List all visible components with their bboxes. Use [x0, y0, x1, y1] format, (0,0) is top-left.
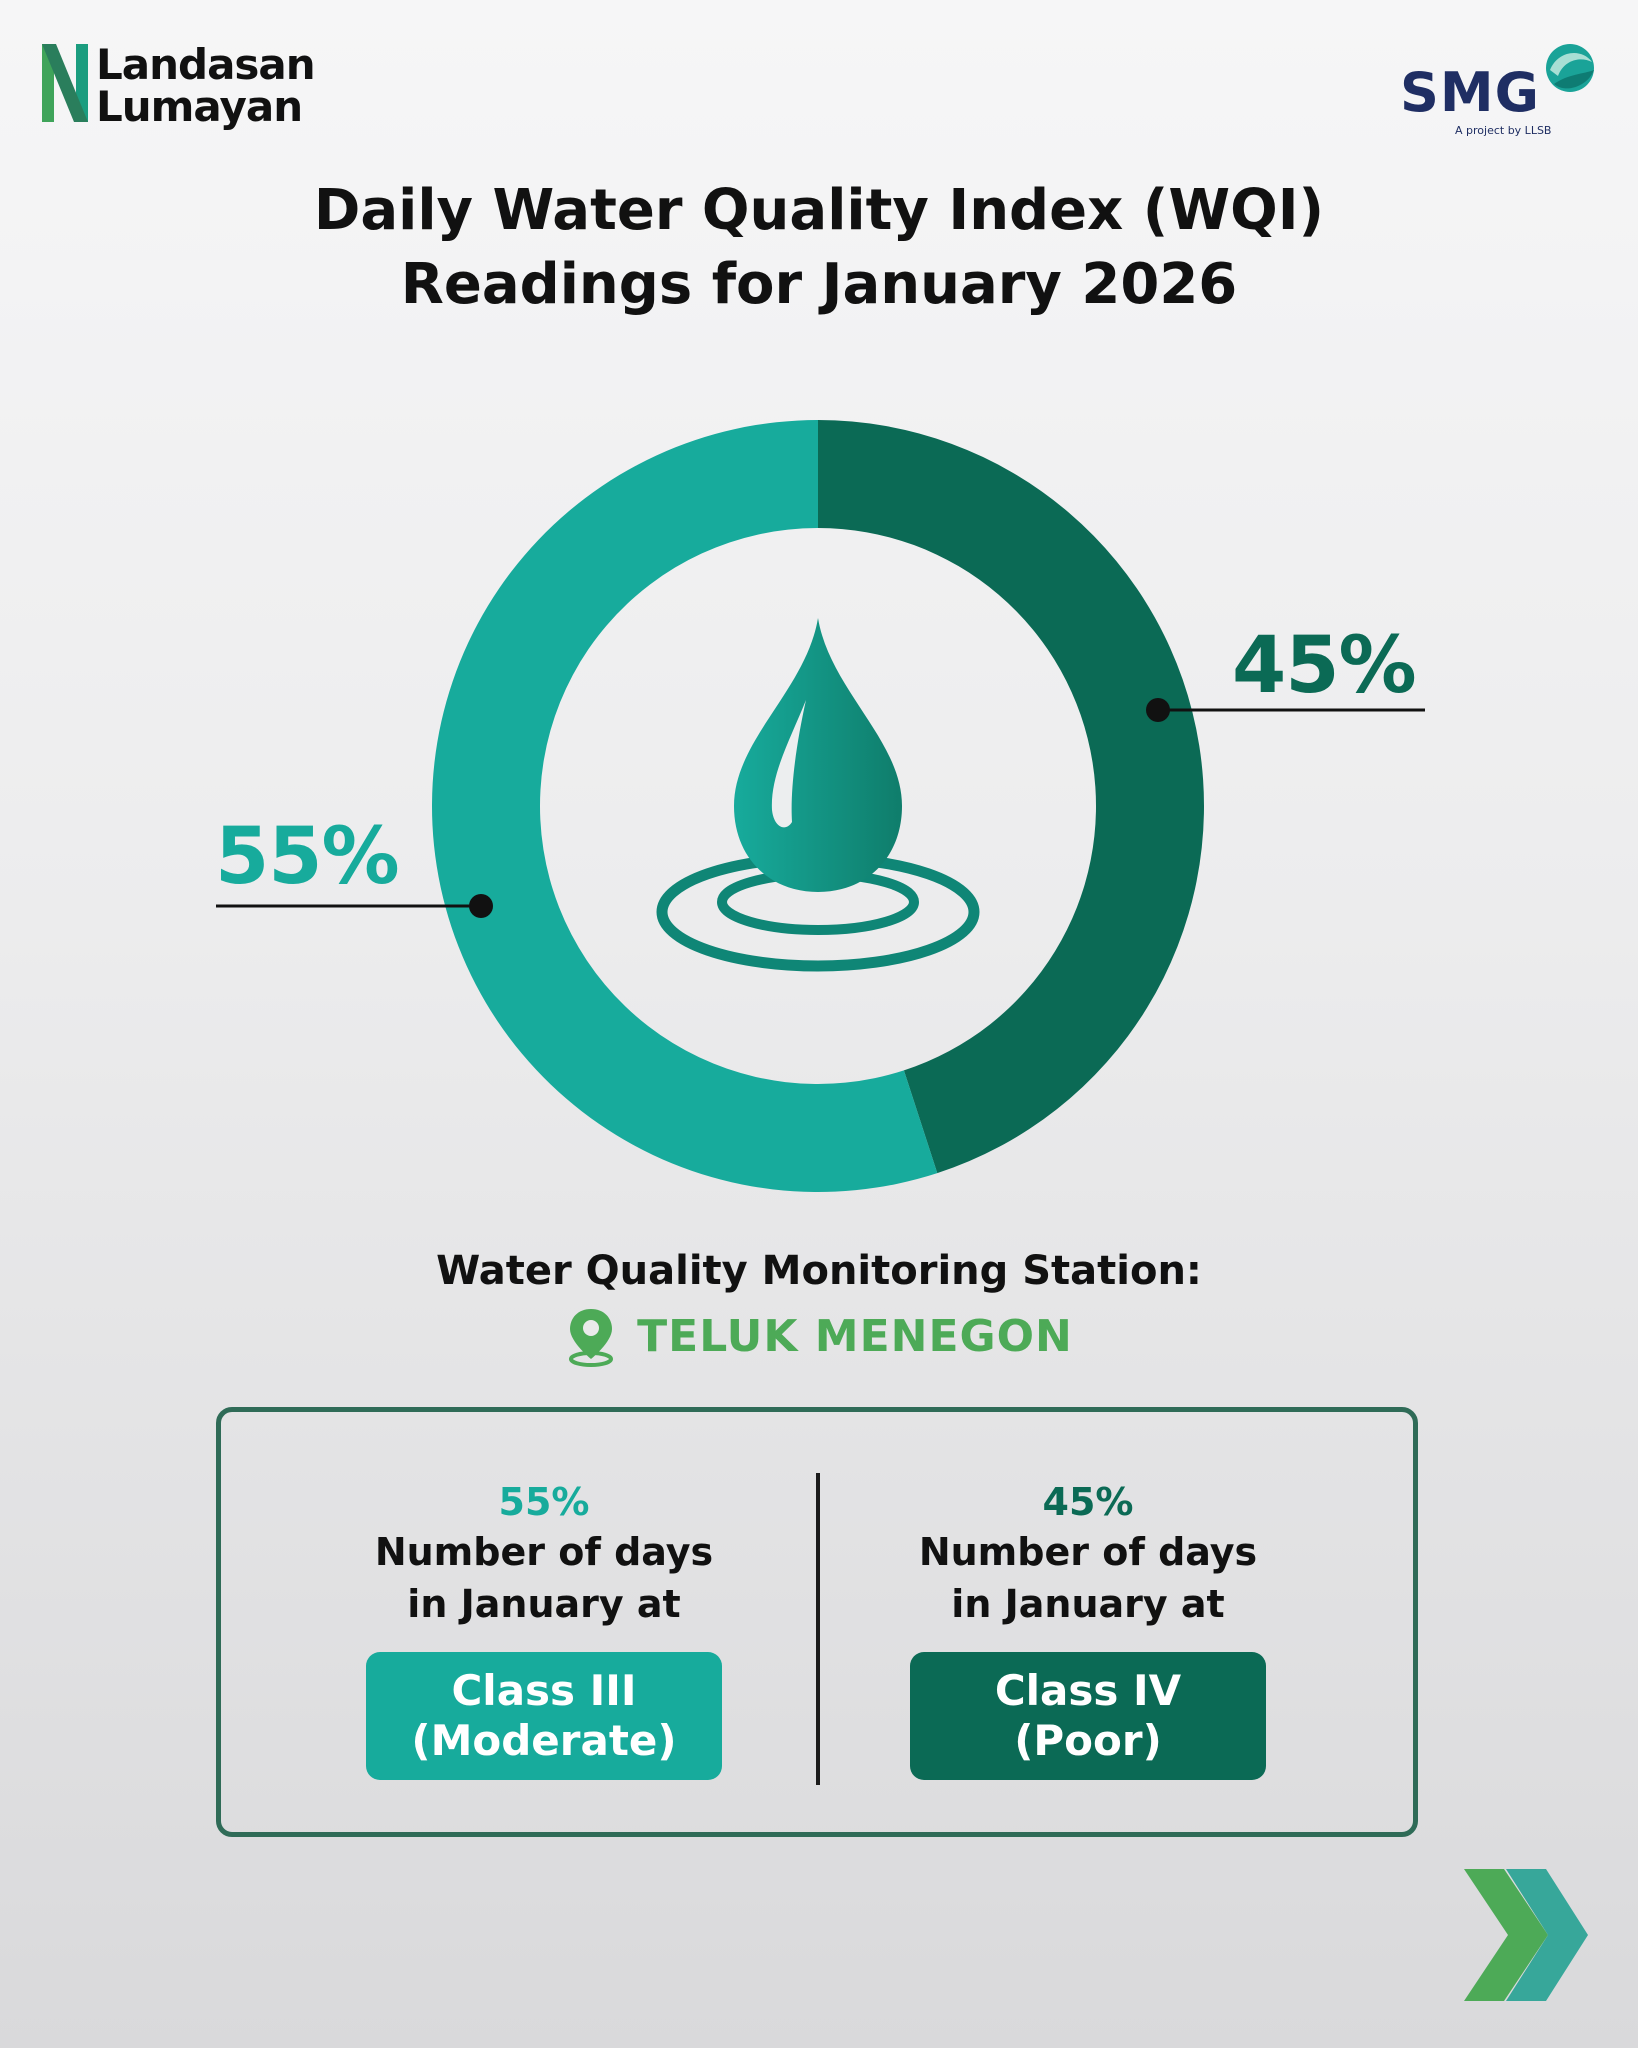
donut-label-45: 45% [1232, 621, 1416, 711]
summary-desc-line2: in January at [407, 1582, 681, 1626]
summary-desc-line1: Number of days [374, 1530, 714, 1574]
summary-pct: 45% [1042, 1480, 1134, 1524]
location-pin-icon [565, 1305, 617, 1367]
water-drop-icon [662, 618, 974, 966]
station-caption: Water Quality Monitoring Station: [436, 1248, 1202, 1294]
class-badge-line2: (Poor) [1014, 1716, 1162, 1765]
title-line2: Readings for January 2026 [400, 252, 1238, 317]
donut-label-55: 55% [215, 812, 399, 902]
summary-divider [816, 1473, 820, 1785]
leader-dot-45 [1146, 698, 1170, 722]
class-badge-moderate [366, 1652, 722, 1780]
summary-desc-line2: in January at [951, 1582, 1225, 1626]
station-row [0, 1305, 1638, 1371]
summary-pct: 55% [498, 1480, 590, 1524]
class-badge-line1: Class IV [994, 1666, 1182, 1715]
class-badge-poor [910, 1652, 1266, 1780]
logo-line2: Lumayan [96, 82, 303, 131]
next-chevrons-icon[interactable] [1460, 1865, 1590, 2005]
class-badge-line1: Class III [451, 1666, 637, 1715]
logo-line1: Landasan [96, 40, 315, 89]
class-badge-line2: (Moderate) [411, 1716, 677, 1765]
summary-poor [828, 1478, 1348, 1780]
title-line1: Daily Water Quality Index (WQI) [313, 178, 1325, 243]
smg-logo-text: SMG [1400, 61, 1540, 124]
smg-tagline: A project by LLSB [1455, 124, 1552, 137]
station-name: TELUK MENEGON [637, 1310, 1073, 1362]
leader-dot-55 [469, 894, 493, 918]
summary-desc-line1: Number of days [918, 1530, 1258, 1574]
summary-moderate [284, 1478, 804, 1780]
